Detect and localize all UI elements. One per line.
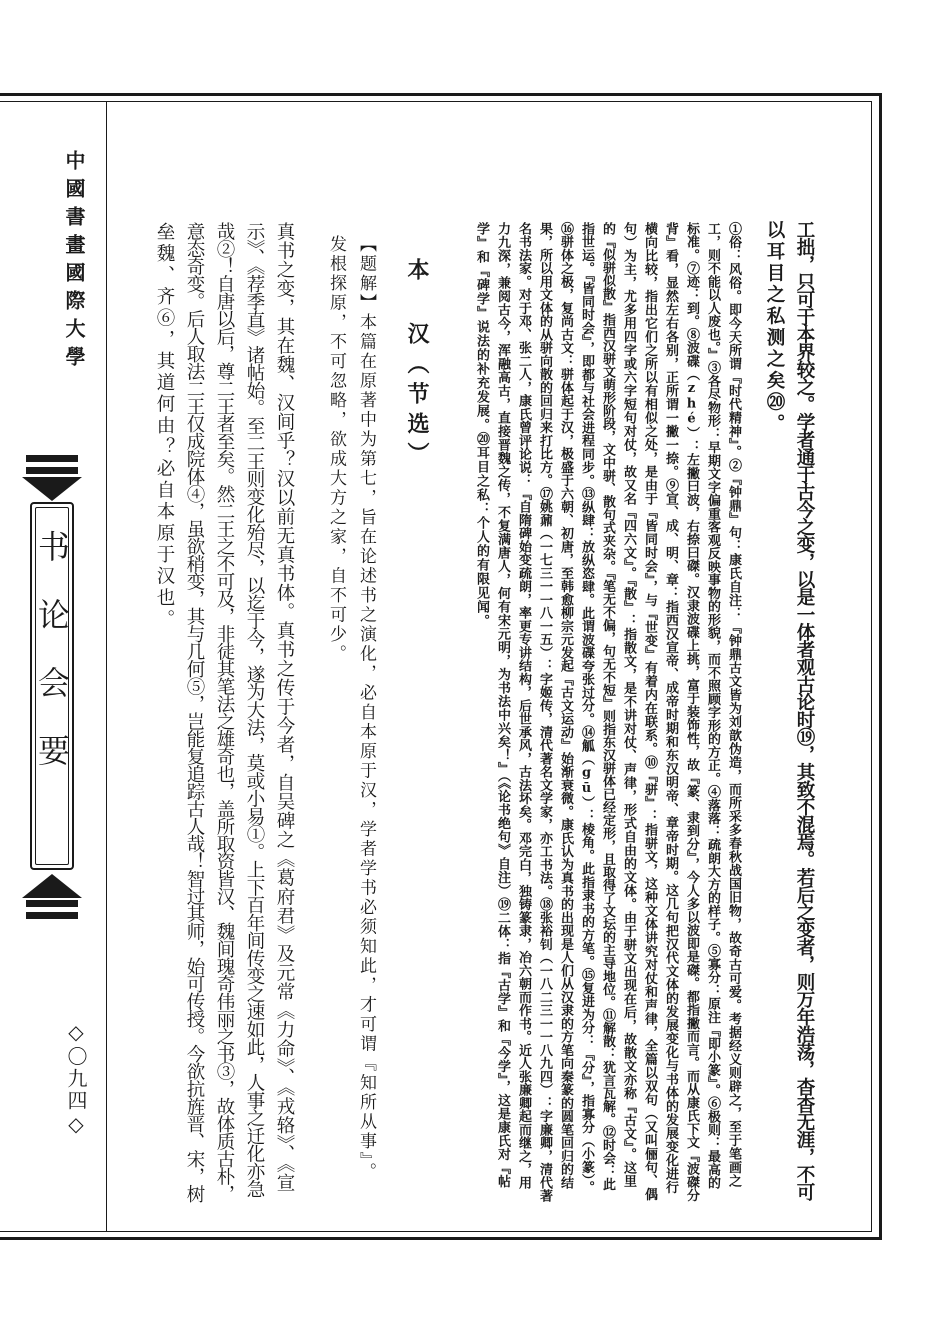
note-column: 力九深，兼阅古今，浑融高古，直接晋魏之传，不复满唐人，何有宋元明，为书法中兴矣！』（《论书绝句》自注）⑲二体：指『古学』和『今学』，这是康氏对『帖 (495, 222, 510, 1188)
sidebar-divider (106, 101, 107, 1232)
note-column: 背』看，显然左右各别，正所谓一撇一捺。⑨宣、成、明、章：指西汉宣帝、成帝时期和东汉明帝、章帝时期。这几句把汉代文体的发展变化与书体的发展变化进行 (663, 222, 678, 1194)
page-number: ◇〇九四◇ (64, 1020, 88, 1138)
note-column: 学』和『碑学』说法的补充发展。⑳耳目之私：个人的有限见闻。 (474, 222, 489, 628)
text-column: 真书之变，其在魏、汉间乎？汉以前无真书体。真书之传于今者，自吴碑之《葛府君》及元常《力命》、《戎辂》、《宣 (274, 222, 295, 1192)
ornament-bar (26, 900, 78, 907)
note-column: 工，则不能以人废也。』③各尽物形：早期文字偏重客观反映事物的形貌，而不照顾字形的方正。④落落：疏朗大方的样子。⑤寡分：原注『即小篆』。⑥极则：最高的 (705, 222, 720, 1190)
ornament-bar (26, 467, 78, 474)
section-heading: 本 汉（节选） (404, 258, 430, 472)
university-name: 中國書畫國際大學 (62, 150, 86, 374)
text-column: 垒魏、齐⑥，其道何由？必自本原于汉也。 (154, 222, 175, 631)
note-column: ⑯骈体之极，复尚古文：骈体起于汉，极盛于六朝、初唐，至韩愈柳宗元发起『古文运动』始渐衰微。康氏认为真书的出现是人们从汉隶的方笔向秦篆的圆笔回归的结 (558, 222, 573, 1190)
intro-column: 【题解】本篇在原著中为第七，旨在论述书之演化，必自本原于汉，学者学书必须知此，才可谓『知所从事』。 (356, 235, 376, 1182)
text-column: 示》、《荐季直》诸帖始。至二王则变化殆尽，以迄于今，遂为大法，莫或小易①。上下百年间传变之速如此，人事之迁化亦急 (244, 222, 265, 1198)
text-column: 工拙，只可于本界较之。学者通于古今之变，以是一体者观古论时⑲，其致不混焉。若后之变者，则万年浩荡，杳杳无涯，不可 (794, 220, 815, 1200)
text-column: 以耳目之私测之矣⑳。 (764, 220, 785, 435)
book-title: 书论会要 (33, 530, 71, 802)
note-column: ①俗：风俗。即今天所谓『时代精神』。②『钟鼎』句：康氏自注：『钟鼎古文皆为刘歆伪造，而所采多春秋战国旧物，故奇古可爱。考据经义则辟之，至于笔画之 (726, 222, 741, 1188)
note-column: 名书法家。对于邓、张二人，康氏曾评论说：『自隋碑始变疏朗，率更专讲结构，后世承风，古法坏矣。邓完白，独铸篆隶，冶六朝而作书。近人张廉卿起而继之，用 (516, 222, 531, 1190)
note-column: 横向比较，指出它们之所以有相似之处，是由于『皆同时会』，与『世变』有着内在联系。⑩『骈』：指骈文，这种文体讲究对仗和声律，全篇以双句（又叫俪句、偶 (642, 222, 657, 1201)
ornament-bar (26, 912, 78, 919)
intro-column: 发根探原，不可忽略，欲成大方之家，自不可少。 (326, 235, 346, 664)
text-column: 意态奇变。后人取法二王仅成院体④，虽欲稍变，其与几何⑤，岂能复追踪古人哉！智过其师，始可传授。今欲抗旌晋、宋，树 (184, 222, 205, 1202)
ornament-bar (26, 455, 78, 462)
note-column: 的『似骈似散』指西汉骈文萌形阶段，文中骈、散句式夹杂。『笔无不偏，句无不短』则指东汉骈体已经定形，且取得了文坛的主导地位。⑪解散：犹言瓦解。⑫时会：此 (600, 222, 615, 1191)
note-column: 指世运。『皆同时会』，即都与社会进程同步。⑬纵肆：放纵恣肆。此谓波碟夸张过分。⑭觚（gū）：棱角。此指隶书的方笔。⑮复进为分：『分』，指寡分（小篆）。 (579, 222, 594, 1194)
note-column: 句）为主，尤多用四字或六字短句对仗，故又名『四六文』。『散』：指散文，是不讲对仗、声律，形式自由的文体。由于骈文出现在后，故散文亦称『古文』。这里 (621, 222, 636, 1188)
note-column: 标准。⑦迹：到。⑧波碟（zhé）：左撇曰波，右捺曰磔。汉隶波碟上挑，富于装饰性，故『篆、隶到分』，今人多以波即是磔。都指撇而言。而从康氏下文『波磔分 (684, 222, 699, 1202)
note-column: 果，所以用文体的从骈向散的回归来打比方。⑰姚鼐（一七三一一八一五）：字姬传，清代著名文学家，亦工书法。⑱张裕钊（一八二三一一八九四）：字廉卿，清代著 (537, 222, 552, 1203)
text-column: 哉②！自唐以后，尊二王者至矣。然二王之不可及，非徒其笔法之雄奇也，盖所取资皆汉、魏间瑰奇伟丽之书③，故体质古朴， (214, 222, 235, 1202)
